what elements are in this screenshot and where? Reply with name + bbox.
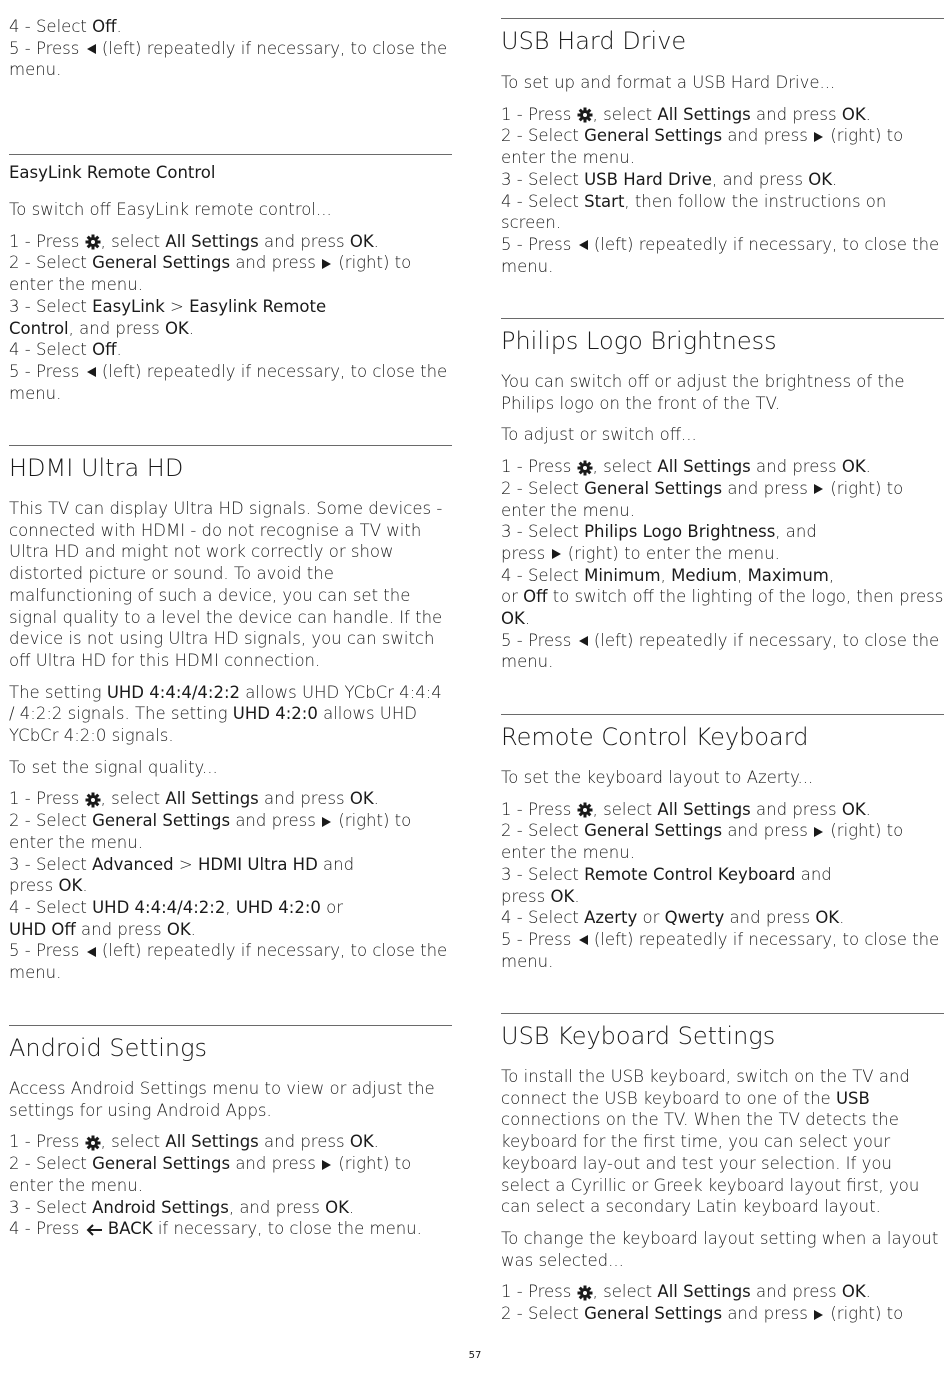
philips-logo-body: You can switch off or adjust the brightness of the Philips logo on the front of the TV. [501, 372, 905, 413]
usb-keyboard-body: To install the USB keyboard, switch on the TV and connect the USB keyboard to one of the USB connections on the TV. When the TV detects the keyboard for the first time, you can select your keyboard lay-out and test your selection. If you select a Cyrillic or Greek keyboard layout first, you can select a secondary Latin keyboard layout. [501, 1067, 920, 1217]
left-arrow-icon [85, 43, 97, 55]
android-section: Access Android Settings menu to view or adjust the settings for using Android Apps. 1 - Press , select All Settings and press OK. 2 - Select General Settings and press (right) to enter the menu. 3 - Select Android Settings, and press OK. 4 - Press BACK if necessary, to close the menu. [9, 1078, 452, 1240]
easylink-intro: To switch off EasyLink remote control... [9, 200, 332, 219]
hdmi-body: This TV can display Ultra HD signals. Some devices - connected with HDMI - do not recognise a TV with Ultra HD and might not work correctly or show distorted picture or sound. To avoid the malfunctioning of such a device, you can set the signal quality to a level the device can handle. If the device is not using Ultra HD signals, you can switch off Ultra HD for this HDMI connection. [9, 499, 443, 670]
section-divider [9, 445, 452, 446]
philips-logo-section: You can switch off or adjust the brightness of the Philips logo on the front of the TV. To adjust or switch off... 1 - Press , select All Settings and press OK. 2 - Select General Settings and press (right) to enter the menu. 3 - Select Philips Logo Brightness, and press (right) to enter the menu. 4 - Select Minimum, Medium, Maximum, or Off to switch off the lighting of the logo, then press OK. 5 - Press (left) repeatedly if necessary, to close the menu. [501, 372, 944, 672]
section-divider [501, 318, 944, 319]
left-arrow-icon [577, 635, 589, 647]
hdmi-setting-text: The setting UHD 4:4:4/4:2:2 allows UHD YCbCr 4:4:4 / 4:2:2 signals. The setting UHD 4:2:0 allows UHD YCbCr 4:2:0 signals. [9, 682, 442, 746]
gear-icon [577, 1285, 593, 1301]
right-arrow-icon [813, 1309, 825, 1321]
left-arrow-icon [85, 366, 97, 378]
hdmi-section: This TV can display Ultra HD signals. Some devices - connected with HDMI - do not recognise a TV with Ultra HD and might not work correctly or show distorted picture or sound. To avoid the malfunctioning of such a device, you can set the signal quality to a level the device can handle. If the device is not using Ultra HD signals, you can switch off Ultra HD for this HDMI connection. The setting UHD 4:4:4/4:2:2 allows UHD YCbCr 4:4:4 / 4:2:2 signals. The setting UHD 4:2:0 allows UHD YCbCr 4:2:0 signals. To set the signal quality... 1 - Press , select All Settings and press OK. 2 - Select General Settings and press (right) to enter the menu. 3 - Select Advanced > HDMI Ultra HD and press OK. 4 - Select UHD 4:4:4/4:2:2, UHD 4:2:0 or UHD Off and press OK. 5 - Press (left) repeatedly if necessary, to close the menu. [9, 498, 452, 984]
left-arrow-icon [577, 934, 589, 946]
right-arrow-icon [321, 816, 333, 828]
gear-icon [85, 792, 101, 808]
section-heading-usb-hard-drive: USB Hard Drive [501, 27, 687, 55]
section-divider [9, 154, 452, 155]
right-arrow-icon [813, 131, 825, 143]
section-divider [501, 714, 944, 715]
back-arrow-icon [85, 1223, 103, 1237]
philips-logo-intro: To adjust or switch off... [501, 425, 697, 445]
hdmi-intro: To set the signal quality... [9, 757, 218, 777]
section-divider [9, 1025, 452, 1026]
usb-keyboard-section: To install the USB keyboard, switch on the TV and connect the USB keyboard to one of the USB connections on the TV. When the TV detects the keyboard for the first time, you can select your keyboard lay-out and test your selection. If you select a Cyrillic or Greek keyboard layout first, you can select a secondary Latin keyboard layout. To change the keyboard layout setting when a layout was selected... 1 - Press , select All Settings and press OK. 2 - Select General Settings and press (right) to [501, 1066, 944, 1325]
usb-hdd-section: To set up and format a USB Hard Drive... 1 - Press , select All Settings and press OK. 2 - Select General Settings and press (right) to enter the menu. 3 - Select USB Hard Drive, and press OK. 4 - Select Start, then follow the instructions on screen. 5 - Press (left) repeatedly if necessary, to close the menu. [501, 72, 944, 277]
gear-icon [577, 460, 593, 476]
rc-keyboard-intro: To set the keyboard layout to Azerty... [501, 768, 814, 787]
gear-icon [577, 802, 593, 818]
section-heading-hdmi-ultra-hd: HDMI Ultra HD [9, 454, 184, 482]
easylink-section: To switch off EasyLink remote control... 1 - Press , select All Settings and press OK. 2 - Select General Settings and press (right) to enter the menu. 3 - Select EasyLink > Easylink Remote Control, and press OK. 4 - Select Off. 5 - Press (left) repeatedly if necessary, to close the menu. [9, 199, 452, 404]
section-heading-philips-logo-brightness: Philips Logo Brightness [501, 327, 777, 355]
section-divider [501, 1013, 944, 1014]
section-heading-android-settings: Android Settings [9, 1034, 208, 1062]
gear-icon [85, 234, 101, 250]
continued-steps: 4 - Select Off. 5 - Press (left) repeatedly if necessary, to close the menu. [9, 17, 448, 80]
right-arrow-icon [813, 826, 825, 838]
section-heading-easylink: EasyLink Remote Control [9, 163, 216, 182]
gear-icon [85, 1135, 101, 1151]
left-arrow-icon [577, 239, 589, 251]
section-heading-remote-control-keyboard: Remote Control Keyboard [501, 723, 809, 751]
right-arrow-icon [551, 548, 563, 560]
right-arrow-icon [321, 258, 333, 270]
page-number: 57 [468, 1350, 482, 1361]
usb-hdd-intro: To set up and format a USB Hard Drive... [501, 73, 836, 92]
android-body: Access Android Settings menu to view or adjust the settings for using Android Apps. [9, 1079, 435, 1120]
gear-icon [577, 107, 593, 123]
left-arrow-icon [85, 946, 97, 958]
right-arrow-icon [813, 483, 825, 495]
rc-keyboard-section: To set the keyboard layout to Azerty... 1 - Press , select All Settings and press OK. 2 - Select General Settings and press (right) to enter the menu. 3 - Select Remote Control Keyboard and press OK. 4 - Select Azerty or Qwerty and press OK. 5 - Press (left) repeatedly if necessary, to close the menu. [501, 767, 944, 972]
section-divider [501, 18, 944, 19]
section-heading-usb-keyboard-settings: USB Keyboard Settings [501, 1022, 776, 1050]
right-arrow-icon [321, 1159, 333, 1171]
usb-keyboard-intro: To change the keyboard layout setting when a layout was selected... [501, 1228, 939, 1270]
